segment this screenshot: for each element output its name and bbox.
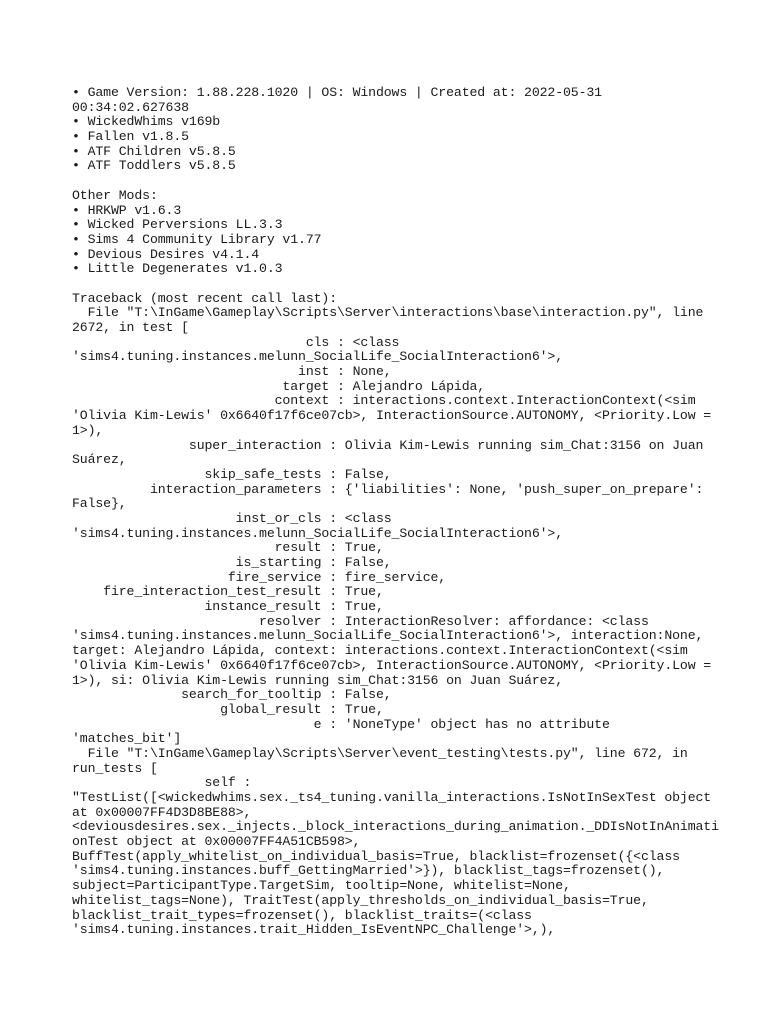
text-line: 'sims4.tuning.instances.melunn_SocialLife_SocialInteraction6'>, — [72, 525, 564, 541]
text-line: 'Olivia Kim-Lewis' 0x6640f17f6ce07cb>, InteractionSource.AUTONOMY, <Priority.Low = — [72, 408, 712, 424]
text-line: File "T:\InGame\Gameplay\Scripts\Server\event_testing\tests.py", line 672, in — [72, 745, 688, 761]
text-line: onTest object at 0x00007FF4A51CB598>, — [72, 834, 361, 850]
text-line: 1>), — [72, 422, 104, 438]
text-line: 1>), si: Olivia Kim-Lewis running sim_Chat:3156 on Juan Suárez, — [72, 672, 564, 688]
text-line: 'sims4.tuning.instances.trait_Hidden_IsEventNPC_Challenge'>,), — [72, 922, 556, 938]
text-line: target : Alejandro Lápida, — [72, 378, 486, 394]
text-line: Traceback (most recent call last): — [72, 290, 337, 306]
text-line: File "T:\InGame\Gameplay\Scripts\Server\interactions\base\interaction.py", line — [72, 305, 704, 321]
text-line: • HRKWP v1.6.3 — [72, 202, 182, 218]
text-line: at 0x00007FF4D3D8BE88>, — [72, 804, 252, 820]
text-line: 2672, in test [ — [72, 320, 189, 335]
text-line: • Little Degenerates v1.0.3 — [72, 261, 283, 277]
text-line — [72, 174, 702, 189]
text-line: inst : None, — [72, 364, 392, 380]
text-line: e : 'NoneType' object has no attribute — [72, 716, 610, 732]
text-line: 'sims4.tuning.instances.melunn_SocialLife_SocialInteraction6'>, — [72, 349, 564, 365]
text-line: • Sims 4 Community Library v1.77 — [72, 231, 322, 247]
text-line: context : interactions.context.InteractionContext(<sim — [72, 393, 696, 409]
text-line: self : — [72, 775, 252, 791]
text-line: • WickedWhims v169b — [72, 114, 221, 130]
text-line: interaction_parameters : {'liabilities': None, 'push_super_on_prepare': — [72, 481, 704, 497]
text-line: global_result : True, — [72, 701, 384, 717]
text-line: 'Olivia Kim-Lewis' 0x6640f17f6ce07cb>, InteractionSource.AUTONOMY, <Priority.Low = — [72, 657, 712, 673]
text-line: BuffTest(apply_whitelist_on_individual_basis=True, blacklist=frozenset({<class — [72, 848, 680, 864]
text-line: target: Alejandro Lápida, context: interactions.context.InteractionContext(<sim — [72, 643, 688, 659]
text-line: <deviousdesires.sex._injects._block_interactions_during_animation._DDIsNotInAnimati — [72, 819, 719, 835]
text-line: 'sims4.tuning.instances.melunn_SocialLife_SocialInteraction6'>, interaction:None, — [72, 628, 704, 644]
text-line: 'sims4.tuning.instances.buff_GettingMarried'>}), blacklist_tags=frozenset(), — [72, 863, 665, 879]
text-line: instance_result : True, — [72, 599, 384, 615]
text-line: resolver : InteractionResolver: affordance: <class — [72, 613, 649, 629]
text-line — [72, 277, 702, 292]
text-line: blacklist_trait_types=frozenset(), blacklist_traits=(<class — [72, 907, 532, 923]
text-line: • Devious Desires v4.1.4 — [72, 246, 260, 262]
text-line: inst_or_cls : <class — [72, 510, 392, 526]
text-line: 'matches_bit'] — [72, 731, 182, 747]
text-line: • Wicked Perversions LL.3.3 — [72, 217, 283, 233]
text-line: subject=ParticipantType.TargetSim, tooltip=None, whitelist=None, — [72, 878, 571, 894]
text-line: skip_safe_tests : False, — [72, 466, 392, 482]
text-line: False}, — [72, 496, 127, 512]
text-line: • ATF Children v5.8.5 — [72, 143, 236, 159]
text-line: 00:34:02.627638 — [72, 99, 189, 115]
text-line: result : True, — [72, 540, 384, 556]
text-line: • ATF Toddlers v5.8.5 — [72, 158, 236, 174]
text-line: run_tests [ — [72, 760, 158, 776]
text-line: • Game Version: 1.88.228.1020 | OS: Windows | Created at: 2022-05-31 — [72, 85, 602, 100]
text-line: fire_service : fire_service, — [72, 569, 447, 585]
text-line: search_for_tooltip : False, — [72, 687, 392, 703]
text-line: cls : <class — [72, 334, 400, 350]
text-line: "TestList([<wickedwhims.sex._ts4_tuning.vanilla_interactions.IsNotInSexTest object — [72, 790, 712, 805]
text-line: is_starting : False, — [72, 555, 392, 570]
document-page — [72, 85, 719, 938]
text-line: • Fallen v1.8.5 — [72, 129, 189, 145]
text-line: Other Mods: — [72, 187, 158, 203]
text-line: whitelist_tags=None), TraitTest(apply_thresholds_on_individual_basis=True, — [72, 892, 649, 908]
text-line: super_interaction : Olivia Kim-Lewis running sim_Chat:3156 on Juan — [72, 437, 704, 453]
text-line: Suárez, — [72, 452, 127, 468]
text-line: fire_interaction_test_result : True, — [72, 584, 384, 600]
